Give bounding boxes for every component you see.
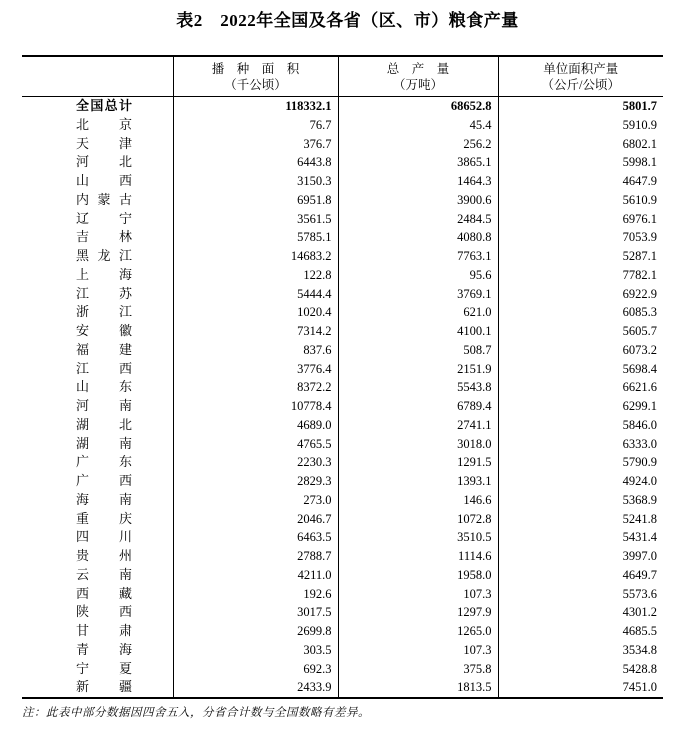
table-row: [22, 585, 663, 604]
yield-value: 6299.1: [498, 397, 663, 416]
column-header-total-output-title: 总 产 量: [386, 61, 450, 76]
yield-value: 6085.3: [498, 303, 663, 322]
yield-value: 6976.1: [498, 210, 663, 229]
region-name: 北 京: [76, 116, 132, 132]
sown-area-value: 2788.7: [173, 547, 338, 566]
header-row: [22, 56, 663, 97]
yield-value: 6922.9: [498, 285, 663, 304]
sown-area-value: 3561.5: [173, 210, 338, 229]
table-row: [22, 678, 663, 698]
sown-area-value: 3017.5: [173, 603, 338, 622]
yield-value: 5698.4: [498, 360, 663, 379]
region-name: 云 南: [76, 566, 132, 582]
table-row: [22, 472, 663, 491]
region-name: 江 西: [76, 360, 132, 376]
region-name: 陕 西: [76, 604, 132, 620]
table-row: [22, 622, 663, 641]
total-output-value: 508.7: [338, 341, 498, 360]
sown-area-value: 4211.0: [173, 566, 338, 585]
total-output-value: 3900.6: [338, 191, 498, 210]
total-output-value: 95.6: [338, 266, 498, 285]
yield-value: 5610.9: [498, 191, 663, 210]
table-row: [22, 528, 663, 547]
table-row: [22, 491, 663, 510]
region-name: 河 南: [76, 398, 132, 413]
yield-value: 5573.6: [498, 585, 663, 604]
total-output-value: 1464.3: [338, 172, 498, 191]
total-output-value: 6789.4: [338, 397, 498, 416]
total-output-value: 4100.1: [338, 322, 498, 341]
table-row: [22, 228, 663, 247]
sown-area-value: 118332.1: [173, 97, 338, 116]
region-name: 广 西: [76, 473, 132, 488]
sown-area-value: 5785.1: [173, 228, 338, 247]
yield-value: 5790.9: [498, 453, 663, 472]
yield-value: 5241.8: [498, 510, 663, 529]
table-row: [22, 547, 663, 566]
page-title: 表2 2022年全国及各省（区、市）粮食产量: [176, 11, 519, 30]
column-header-sown-area-unit: （千公顷）: [224, 77, 287, 92]
yield-value: 5368.9: [498, 491, 663, 510]
sown-area-value: 122.8: [173, 266, 338, 285]
sown-area-value: 5444.4: [173, 285, 338, 304]
region-name: 甘 肃: [76, 623, 132, 638]
total-output-value: 1958.0: [338, 566, 498, 585]
table-footnote: 注：此表中部分数据因四舍五入，分省合计数与全国数略有差异。: [22, 707, 370, 719]
sown-area-value: 76.7: [173, 116, 338, 135]
yield-value: 3997.0: [498, 547, 663, 566]
yield-value: 5846.0: [498, 416, 663, 435]
yield-value: 5801.7: [498, 97, 663, 116]
table-row: [22, 191, 663, 210]
table-row: [22, 153, 663, 172]
region-name: 安 徽: [76, 323, 132, 338]
sown-area-value: 10778.4: [173, 397, 338, 416]
sown-area-value: 7314.2: [173, 322, 338, 341]
yield-value: 5431.4: [498, 528, 663, 547]
total-output-value: 2484.5: [338, 210, 498, 229]
region-name: 四 川: [76, 529, 132, 545]
table-row: [22, 303, 663, 322]
total-output-value: 5543.8: [338, 378, 498, 397]
column-header-region: [22, 56, 173, 97]
sown-area-value: 3150.3: [173, 172, 338, 191]
region-name: 辽 宁: [76, 210, 132, 226]
total-output-value: 3769.1: [338, 285, 498, 304]
sown-area-value: 376.7: [173, 135, 338, 154]
region-name: 湖 北: [76, 416, 132, 432]
sown-area-value: 2230.3: [173, 453, 338, 472]
total-output-value: 1813.5: [338, 678, 498, 698]
region-name: 贵 州: [76, 548, 132, 563]
column-header-yield-title: 单位面积产量: [543, 61, 619, 76]
sown-area-value: 837.6: [173, 341, 338, 360]
region-name: 天 津: [76, 135, 132, 151]
region-name: 广 东: [76, 454, 132, 470]
yield-value: 4649.7: [498, 566, 663, 585]
table-row: [22, 453, 663, 472]
table-row: [22, 285, 663, 304]
total-output-value: 3510.5: [338, 528, 498, 547]
region-name: 重 庆: [76, 510, 132, 526]
column-header-sown-area: [173, 56, 338, 97]
table-body: [22, 97, 663, 699]
table-row: [22, 378, 663, 397]
total-output-value: 1265.0: [338, 622, 498, 641]
table-row: [22, 566, 663, 585]
yield-value: 5605.7: [498, 322, 663, 341]
yield-value: 3534.8: [498, 641, 663, 660]
sown-area-value: 692.3: [173, 660, 338, 679]
total-output-value: 7763.1: [338, 247, 498, 266]
region-name: 宁 夏: [76, 660, 132, 676]
table-row: [22, 172, 663, 191]
yield-value: 4924.0: [498, 472, 663, 491]
total-output-value: 375.8: [338, 660, 498, 679]
total-output-value: 68652.8: [338, 97, 498, 116]
total-output-value: 45.4: [338, 116, 498, 135]
table-row: [22, 116, 663, 135]
yield-value: 5428.8: [498, 660, 663, 679]
total-output-value: 1291.5: [338, 453, 498, 472]
sown-area-value: 8372.2: [173, 378, 338, 397]
yield-value: 6333.0: [498, 435, 663, 454]
sown-area-value: 2433.9: [173, 678, 338, 698]
yield-value: 7782.1: [498, 266, 663, 285]
yield-value: 5998.1: [498, 153, 663, 172]
region-name: 湖 南: [76, 435, 132, 451]
table-row: [22, 266, 663, 285]
yield-value: 4685.5: [498, 622, 663, 641]
total-output-value: 1297.9: [338, 603, 498, 622]
region-name: 黑 龙 江: [76, 248, 132, 263]
sown-area-value: 1020.4: [173, 303, 338, 322]
region-name: 新 疆: [76, 679, 132, 695]
total-output-value: 621.0: [338, 303, 498, 322]
sown-area-value: 192.6: [173, 585, 338, 604]
region-name: 青 海: [76, 641, 132, 657]
table-row: [22, 416, 663, 435]
total-output-value: 256.2: [338, 135, 498, 154]
sown-area-value: 6443.8: [173, 153, 338, 172]
sown-area-value: 273.0: [173, 491, 338, 510]
total-output-value: 1114.6: [338, 547, 498, 566]
table-row: [22, 603, 663, 622]
region-name: 内 蒙 古: [76, 191, 132, 207]
sown-area-value: 4765.5: [173, 435, 338, 454]
sown-area-value: 303.5: [173, 641, 338, 660]
column-header-yield-unit: （公斤/公顷）: [541, 77, 620, 92]
grain-production-table: [22, 55, 663, 699]
column-header-yield: [498, 56, 663, 97]
sown-area-value: 2829.3: [173, 472, 338, 491]
region-name: 吉 林: [76, 229, 132, 245]
region-name: 山 西: [76, 173, 132, 188]
column-header-sown-area-title: 播 种 面 积: [211, 61, 300, 76]
sown-area-value: 6951.8: [173, 191, 338, 210]
total-output-value: 1393.1: [338, 472, 498, 491]
total-output-value: 107.3: [338, 641, 498, 660]
total-output-value: 2741.1: [338, 416, 498, 435]
sown-area-value: 4689.0: [173, 416, 338, 435]
region-name: 全 国 总 计: [76, 98, 132, 113]
total-output-value: 4080.8: [338, 228, 498, 247]
sown-area-value: 2699.8: [173, 622, 338, 641]
sown-area-value: 2046.7: [173, 510, 338, 529]
region-name: 山 东: [76, 379, 132, 395]
region-name: 海 南: [76, 491, 132, 507]
total-output-value: 2151.9: [338, 360, 498, 379]
table-row: [22, 641, 663, 660]
region-name: 江 苏: [76, 285, 132, 301]
table-row: [22, 210, 663, 229]
table-row: [22, 360, 663, 379]
sown-area-value: 3776.4: [173, 360, 338, 379]
total-output-value: 146.6: [338, 491, 498, 510]
region-name: 福 建: [76, 341, 132, 357]
sown-area-value: 6463.5: [173, 528, 338, 547]
table-row: [22, 341, 663, 360]
region-name: 上 海: [76, 266, 132, 282]
total-output-value: 3018.0: [338, 435, 498, 454]
yield-value: 5910.9: [498, 116, 663, 135]
table-row: [22, 660, 663, 679]
region-name: 河 北: [76, 154, 132, 170]
yield-value: 4301.2: [498, 603, 663, 622]
total-output-value: 3865.1: [338, 153, 498, 172]
yield-value: 5287.1: [498, 247, 663, 266]
region-name: 浙 江: [76, 304, 132, 320]
column-header-total-output: [338, 56, 498, 97]
table-row: [22, 247, 663, 266]
table-row: [22, 322, 663, 341]
yield-value: 6621.6: [498, 378, 663, 397]
table-row: [22, 397, 663, 416]
table-row: [22, 135, 663, 154]
region-name: 西 藏: [76, 585, 132, 601]
total-output-value: 1072.8: [338, 510, 498, 529]
yield-value: 6073.2: [498, 341, 663, 360]
table-row: [22, 510, 663, 529]
yield-value: 4647.9: [498, 172, 663, 191]
table-row: [22, 97, 663, 116]
table-row: [22, 435, 663, 454]
yield-value: 6802.1: [498, 135, 663, 154]
total-output-value: 107.3: [338, 585, 498, 604]
sown-area-value: 14683.2: [173, 247, 338, 266]
column-header-total-output-unit: （万吨）: [392, 77, 443, 92]
yield-value: 7451.0: [498, 678, 663, 698]
yield-value: 7053.9: [498, 228, 663, 247]
